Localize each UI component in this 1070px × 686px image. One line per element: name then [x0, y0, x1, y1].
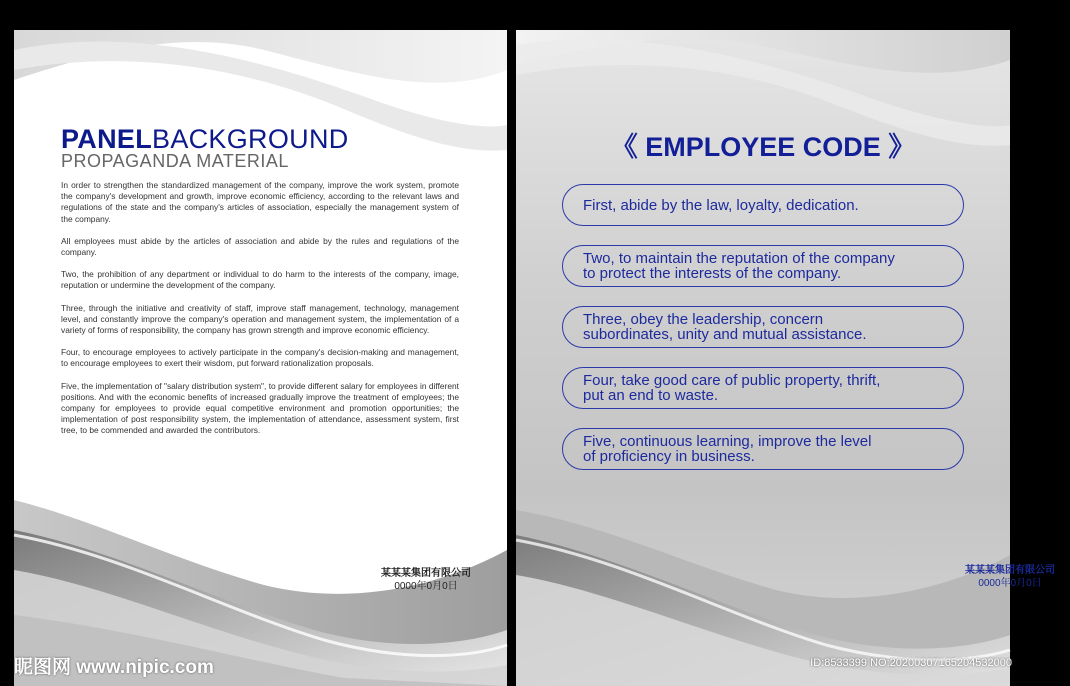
watermark-site: 昵图网 www.nipic.com — [14, 657, 214, 678]
company-name: 某某某集团有限公司 — [965, 565, 1055, 576]
code-item-text — [583, 312, 867, 342]
brand-title-bold: PANEL — [61, 124, 153, 154]
code-line: Three, obey the leadership, concern — [583, 311, 824, 328]
paragraph: Four, to encourage employees to actively participate in the company's decision-making and management, to encourage employees to exert their wisdom, put forward rationalization proposals. — [61, 347, 459, 369]
code-item-text — [583, 251, 895, 281]
paragraph: Three, through the initiative and creativity of staff, improve staff management, technology, management level, and constantly improve the company's operation and management system, the implementation of a variety of forms of responsibility, the company has grown strength and improve economic efficiency. — [61, 302, 459, 336]
brand-subtitle: PROPAGANDA MATERIAL — [61, 151, 289, 171]
paragraph: In order to strengthen the standardized management of the company, improve the work system, promote the company's development and growth, improve economic efficiency, according to the relevant laws and regulations of the state and the company's articles of association, especially the management system of the company. — [61, 180, 459, 224]
paragraph: All employees must abide by the articles of association and abide by the rules and regulations of the company. — [61, 235, 459, 258]
code-line: First, abide by the law, loyalty, dedication. — [583, 196, 859, 214]
code-item — [562, 306, 964, 348]
body-text — [61, 180, 459, 448]
code-line: Four, take good care of public property, thrift, — [583, 372, 881, 389]
left-panel — [14, 30, 507, 686]
code-item — [562, 367, 964, 409]
code-line: to protect the interests of the company. — [583, 265, 842, 282]
company-block-left — [366, 567, 486, 593]
code-line: Two, to maintain the reputation of the company — [583, 250, 895, 267]
brand-title-rest: BACKGROUND — [152, 124, 349, 154]
right-panel — [516, 30, 1055, 686]
code-title: 《 EMPLOYEE CODE 》 — [610, 132, 916, 162]
code-item — [562, 184, 964, 226]
code-line: Five, continuous learning, improve the level — [583, 433, 872, 450]
company-date: 0000年0月0日 — [978, 578, 1042, 589]
code-item-text — [583, 434, 872, 464]
paragraph: Five, the implementation of "salary distribution system", to provide different salary for employees in different positions. And with the economic benefits of increased gradually improve the treatment of employees; the company for employees to provide equal competitive environment and promotion opportunities; the implementation of post responsibility system, the implementation of attendance, assessment system, first tree, to be commended and awarded the contributors. — [61, 380, 459, 436]
watermark-id: ID:8533399 NO:20200307165204532000 — [810, 657, 1012, 669]
company-date: 0000年0月0日 — [394, 581, 458, 592]
code-line: put an end to waste. — [583, 387, 719, 404]
code-line: of proficiency in business. — [583, 448, 755, 465]
code-item-text — [583, 373, 880, 403]
code-item-text — [583, 198, 859, 213]
company-block-right — [950, 564, 1070, 590]
code-item — [562, 245, 964, 287]
code-item — [562, 428, 964, 470]
company-name: 某某某集团有限公司 — [381, 568, 471, 579]
brand-title — [61, 124, 349, 154]
code-line: subordinates, unity and mutual assistance. — [583, 326, 867, 343]
paragraph: Two, the prohibition of any department or individual to do harm to the interests of the company, image, reputation or undermine the development of the company. — [61, 269, 459, 291]
